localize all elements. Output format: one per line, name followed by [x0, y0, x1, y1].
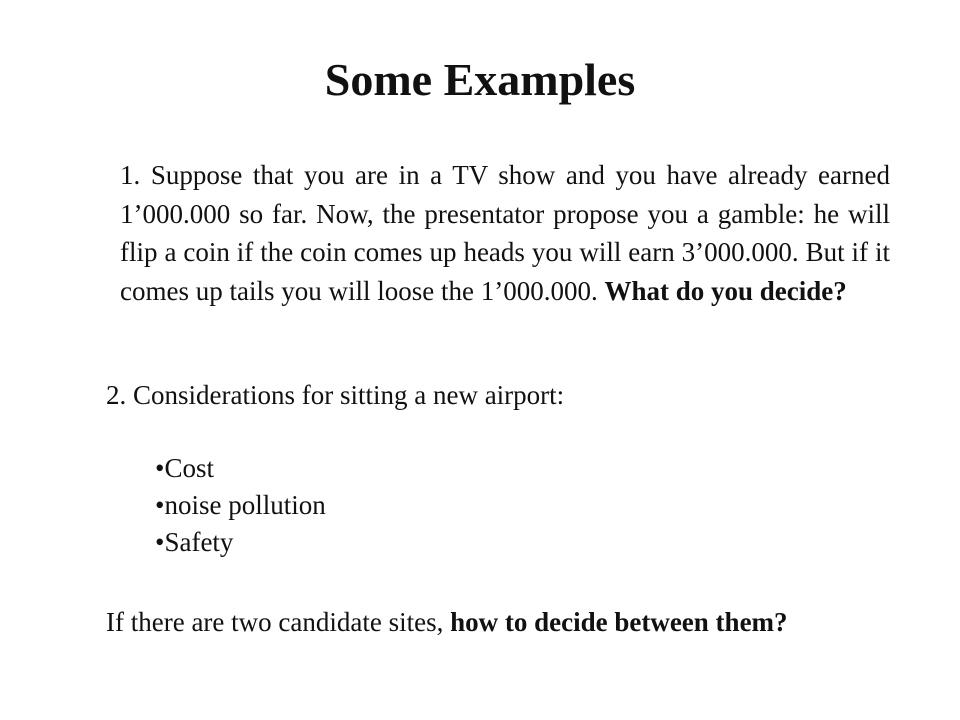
list-item-cost: •Cost — [155, 453, 214, 483]
example-1-paragraph — [120, 156, 890, 310]
conclusion-text: If there are two candidate sites, — [106, 607, 451, 637]
considerations-list — [155, 450, 326, 561]
example-2-conclusion — [106, 603, 946, 641]
slide-title: Some Examples — [324, 54, 636, 105]
list-item-noise-pollution: •noise pollution — [155, 490, 326, 520]
list-item-safety: •Safety — [155, 527, 234, 557]
example-2-heading: 2. Considerations for sitting a new airport: — [106, 380, 565, 410]
example-1-text: 1. Suppose that you are in a TV show and you have already earned 1’000.000 so far. Now, the presentator propose you a gamble: he will flip a coin if the coin comes up heads you will earn 3’000.000. But if it comes up tails you will loose the 1’000.000. — [120, 160, 890, 306]
example-1-question: What do you decide? — [604, 275, 847, 306]
conclusion-question: how to decide between them? — [450, 607, 788, 637]
